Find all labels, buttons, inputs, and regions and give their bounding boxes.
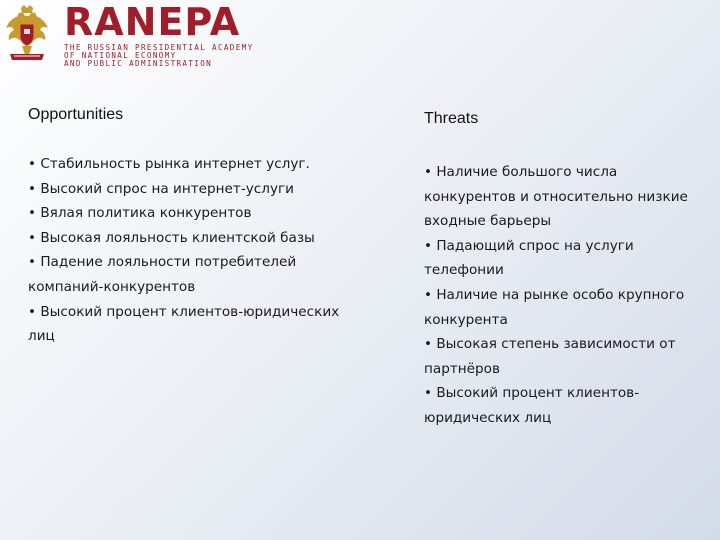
logo-subtitle-line: OF NATIONAL ECONOMY bbox=[64, 51, 177, 60]
logo-subtitle-line: THE RUSSIAN PRESIDENTIAL ACADEMY bbox=[64, 43, 254, 52]
list-item: • Высокий процент клиентов-юридических лиц bbox=[28, 303, 340, 345]
eagle-crest-icon bbox=[4, 4, 50, 66]
list-item: • Высокая лояльность клиентской базы bbox=[28, 229, 315, 246]
list-item: • Стабильность рынка интернет услуг. bbox=[28, 156, 310, 172]
logo-subtitle-line: AND PUBLIC ADMINISTRATION bbox=[64, 59, 213, 68]
logo-wordmark: RANEPA bbox=[64, 0, 241, 44]
list-item: • Наличие большого числа конкурентов и относительно низкие входные барьеры bbox=[424, 164, 688, 230]
list-item: • Вялая политика конкурентов bbox=[28, 205, 252, 222]
list-item: • Падение лояльности потребителей компаний-конкурентов bbox=[28, 254, 297, 295]
opportunities-heading: Opportunities bbox=[28, 106, 124, 123]
list-item: • Падающий спрос на услуги телефонии bbox=[424, 237, 634, 279]
list-item: • Высокий спрос на интернет-услуги bbox=[28, 180, 294, 197]
list-item: • Высокая степень зависимости от партнёров bbox=[424, 336, 676, 377]
list-item: • Высокий процент клиентов-юридических лиц bbox=[424, 385, 640, 426]
opportunities-list bbox=[28, 152, 368, 349]
list-item: • Наличие на рынке особо крупного конкурента bbox=[424, 286, 685, 328]
threats-list bbox=[424, 160, 694, 431]
threats-heading: Threats bbox=[424, 110, 479, 127]
